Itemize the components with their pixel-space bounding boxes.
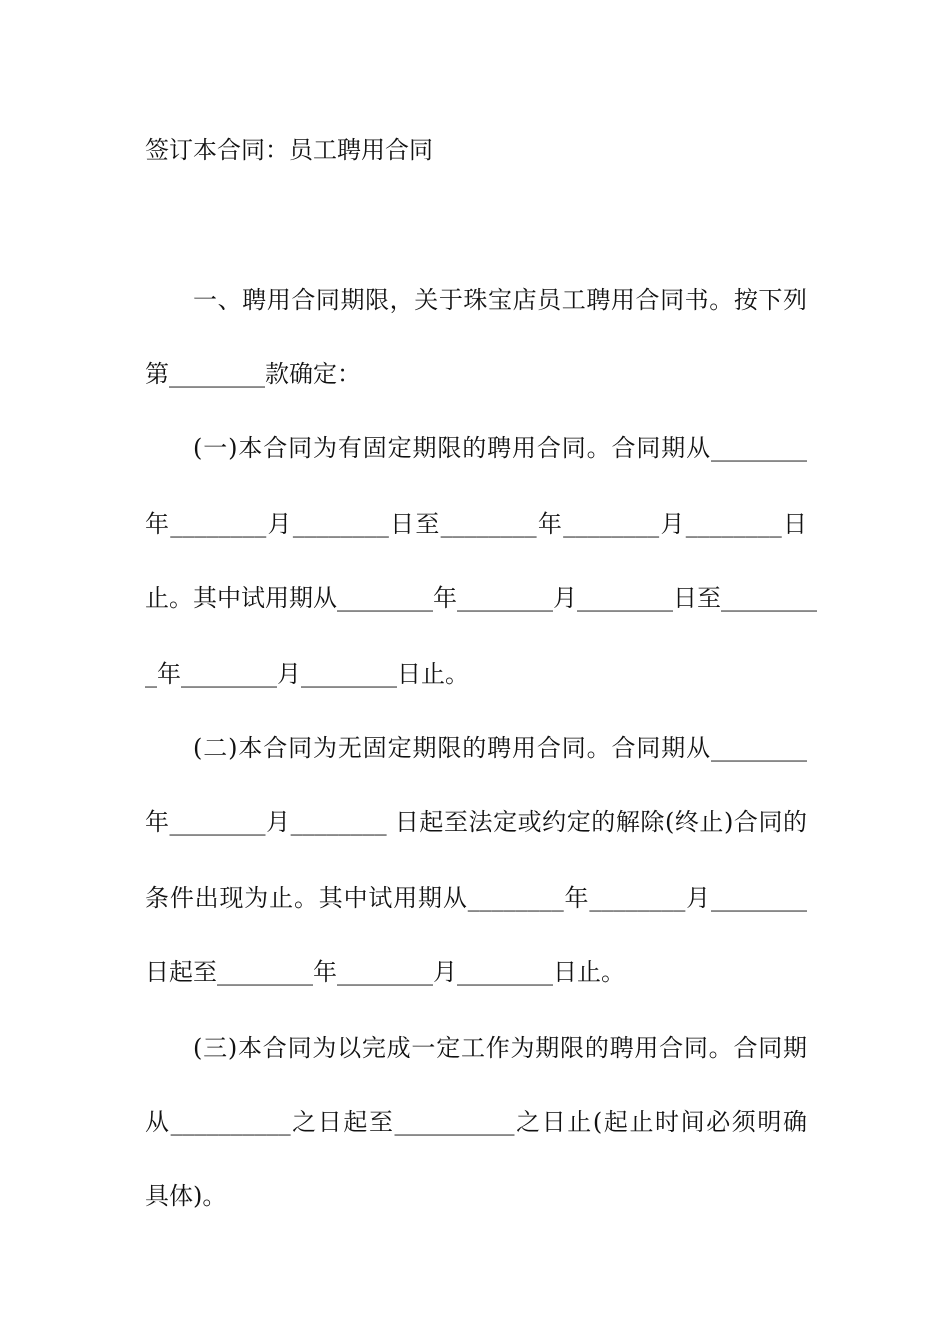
- paragraph-line: (二)本合同为无固定期限的聘用合同。合同期从________: [193, 734, 807, 762]
- paragraph-line: 日起至________年________月________日止。: [145, 958, 625, 986]
- paragraph-line: 从__________之日起至__________之日止(起止时间必须明确: [145, 1108, 807, 1136]
- paragraph-line: 年________月________日至________年________月________日: [145, 510, 807, 538]
- paragraph-line: 第________款确定：: [145, 360, 361, 388]
- paragraph-line: (三)本合同为以完成一定工作为期限的聘用合同。合同期: [193, 1034, 807, 1062]
- paragraph-line: _年________月________日止。: [145, 660, 469, 688]
- paragraph-line: (一)本合同为有固定期限的聘用合同。合同期从________: [193, 434, 807, 462]
- document-heading: 签订本合同：员工聘用合同: [145, 136, 433, 164]
- paragraph-line: 条件出现为止。其中试用期从________年________月________: [145, 884, 807, 912]
- paragraph-line: 年________月________ 日起至法定或约定的解除(终止)合同的: [145, 808, 807, 836]
- paragraph-line: 具体)。: [145, 1182, 227, 1210]
- paragraph-line: 止。其中试用期从________年________月________日至________: [145, 584, 817, 612]
- paragraph-line: 一、聘用合同期限，关于珠宝店员工聘用合同书。按下列: [193, 286, 807, 314]
